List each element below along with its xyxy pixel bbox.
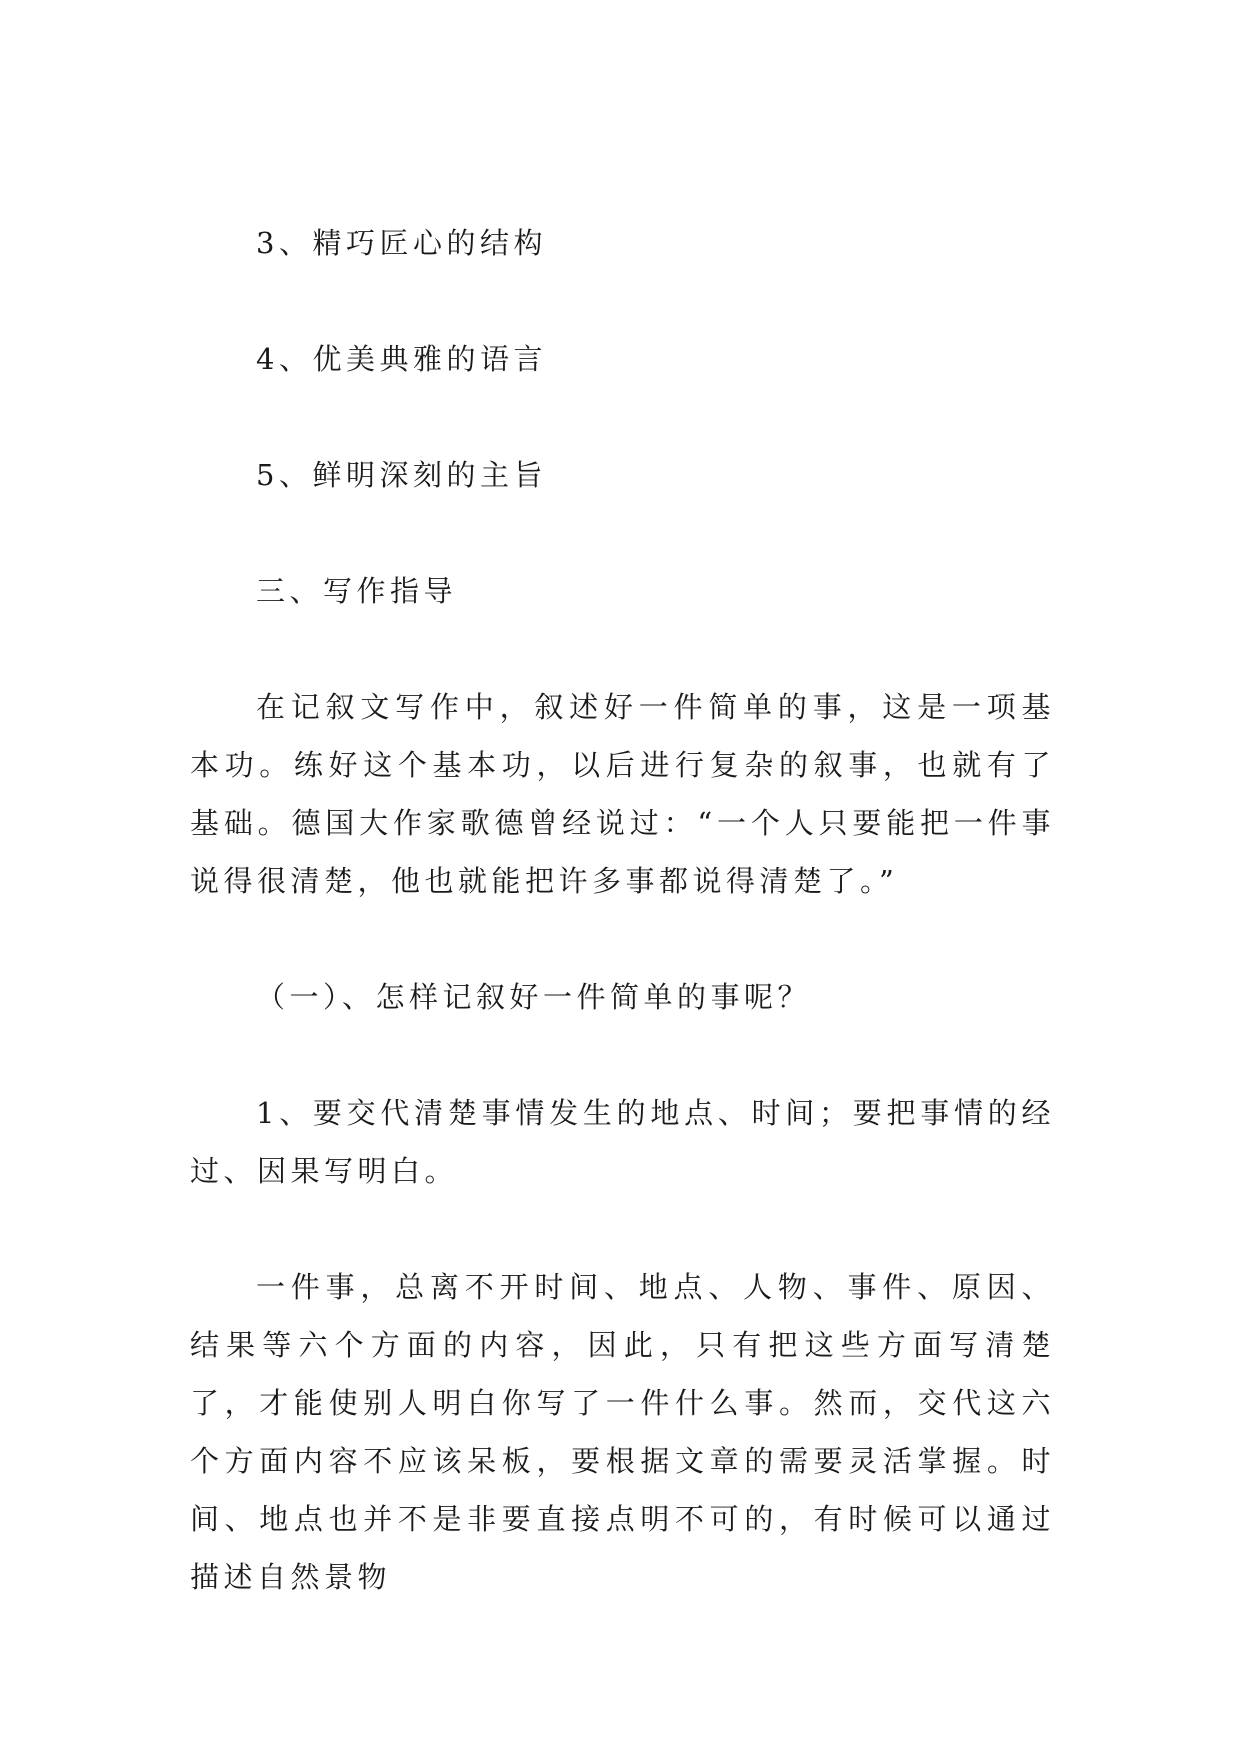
list-item-structure: 3、精巧匠心的结构 bbox=[256, 226, 547, 260]
list-item-theme: 5、鲜明深刻的主旨 bbox=[256, 458, 547, 492]
document-body bbox=[190, 214, 1055, 1606]
section-heading: 三、写作指导 bbox=[256, 574, 458, 608]
subsection-heading: （一）、怎样记叙好一件简单的事呢？ bbox=[256, 980, 812, 1014]
point-paragraph: 1、要交代清楚事情发生的地点、时间；要把事情的经过、因果写明白。 bbox=[190, 1096, 1055, 1188]
list-item-language: 4、优美典雅的语言 bbox=[256, 342, 547, 376]
body-paragraph: 一件事，总离不开时间、地点、人物、事件、原因、结果等六个方面的内容，因此，只有把这些方面写清楚了，才能使别人明白你写了一件什么事。然而，交代这六个方面内容不应该呆板，要根据文章的需要灵活掌握。时间、地点也并不是非要直接点明不可的，有时候可以通过描述自然景物 bbox=[190, 1270, 1055, 1594]
intro-paragraph: 在记叙文写作中，叙述好一件简单的事，这是一项基本功。练好这个基本功，以后进行复杂的叙事，也就有了基础。德国大作家歌德曾经说过：“一个人只要能把一件事说得很清楚，他也就能把许多事都说得清楚了。” bbox=[190, 690, 1055, 898]
